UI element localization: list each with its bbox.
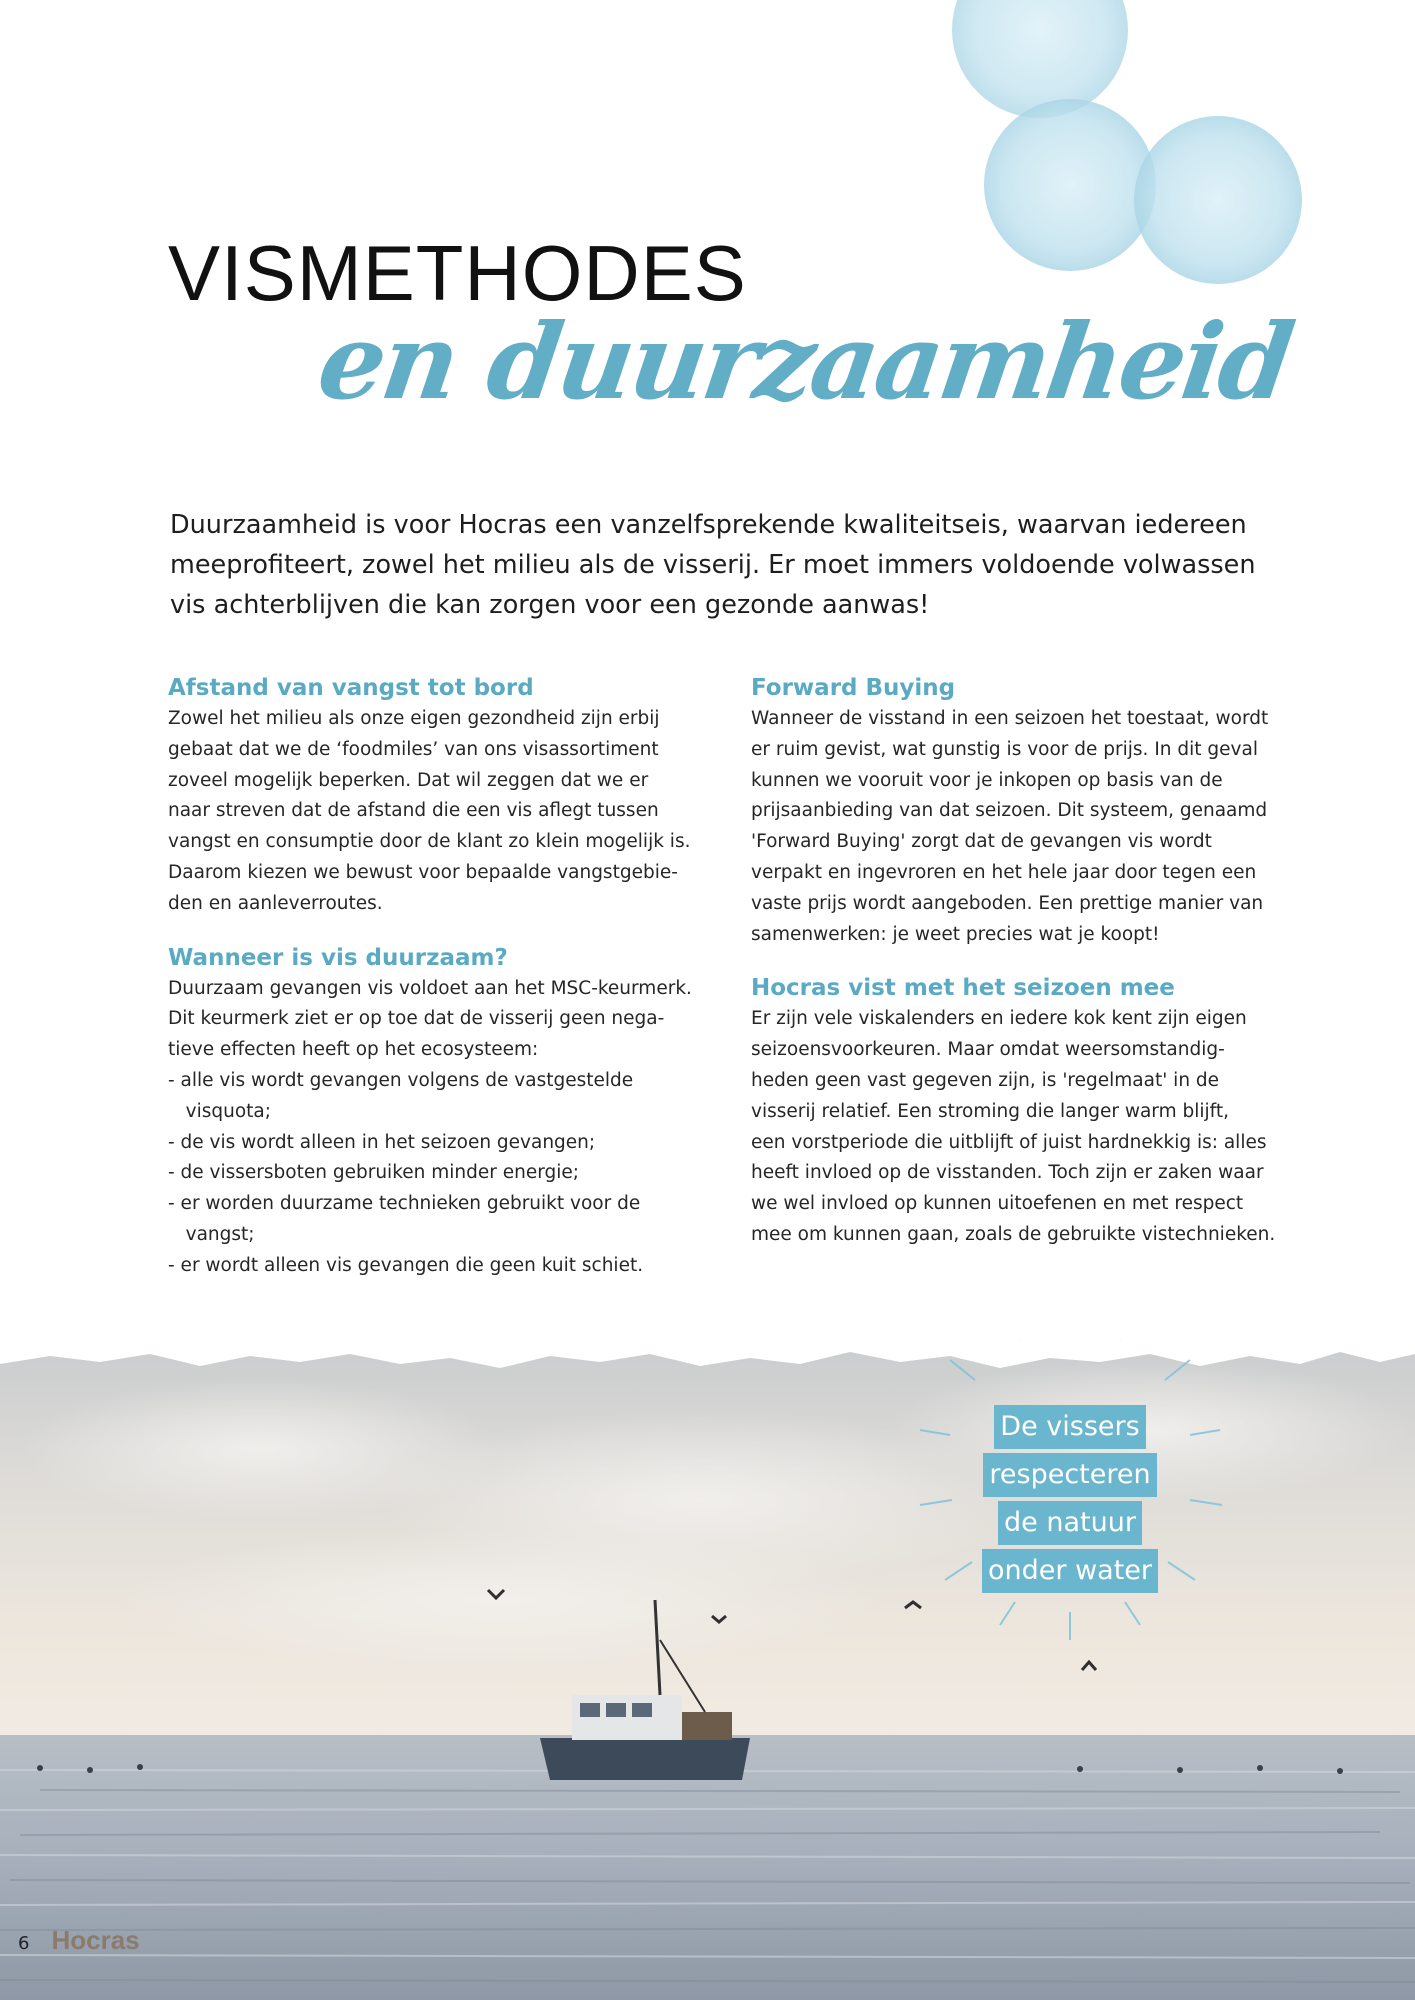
section-heading: Afstand van vangst tot bord: [168, 675, 534, 701]
text-line: heden geen vast gegeven zijn, is 'regelmaat' in de: [751, 1069, 1220, 1091]
intro-paragraph: Duurzaamheid is voor Hocras een vanzelfsprekende kwaliteitseis, waarvan iedereen meeprofiteert, zowel het milieu als de visserij. Er moet immers voldoende volwassen vis achterblijven die kan zorgen voor een gezonde aanwas!: [170, 510, 1256, 620]
section-heading: Hocras vist met het seizoen mee: [751, 975, 1175, 1002]
quote-callout: [970, 1405, 1170, 1597]
page-title: VISMETHODES: [168, 229, 747, 317]
bullet-line: - de vissersboten gebruiken minder energie;: [168, 1162, 580, 1184]
text-line: samenwerken: je weet precies wat je koopt!: [751, 923, 1160, 945]
section-body: [751, 1004, 1291, 1250]
callout-line: De vissers: [994, 1405, 1145, 1449]
text-line: seizoensvoorkeuren. Maar omdat weersomstandig-: [751, 1039, 1225, 1061]
text-line: zoveel mogelijk beperken. Dat wil zeggen dat we er: [168, 769, 649, 791]
section-heading: Forward Buying: [751, 675, 956, 701]
section-seizoen: [751, 972, 1291, 1250]
text-line: den en aanleverroutes.: [168, 892, 383, 914]
callout-line: onder water: [982, 1549, 1158, 1593]
text-line: vangst en consumptie door de klant zo klein mogelijk is.: [168, 831, 691, 853]
text-line: 'Forward Buying' zorgt dat de gevangen vis wordt: [751, 831, 1212, 853]
section-heading: Wanneer is vis duurzaam?: [168, 944, 508, 971]
section-duurzaam: [168, 942, 708, 1282]
right-column: [751, 672, 1291, 1273]
text-line: vaste prijs wordt aangeboden. Een prettige manier van: [751, 892, 1264, 914]
text-line: mee om kunnen gaan, zoals de gebruikte vistechnieken.: [751, 1223, 1276, 1245]
fishing-boat-image: [0, 1340, 1415, 2000]
text-line: Duurzaam gevangen vis voldoet aan het MSC-keurmerk.: [168, 977, 692, 999]
text-line: gebaat dat we de ‘foodmiles’ van ons visassortiment: [168, 738, 659, 760]
text-line: Dit keurmerk ziet er op toe dat de visserij geen nega-: [168, 1008, 665, 1030]
section-body: [751, 704, 1291, 950]
text-line: tieve effecten heeft op het ecosysteem:: [168, 1039, 539, 1061]
page-number: 6: [18, 1933, 30, 1954]
section-afstand: [168, 672, 708, 920]
text-line: Wanneer de visstand in een seizoen het toestaat, wordt: [751, 708, 1269, 729]
page-footer: [18, 1925, 140, 1956]
text-line: visserij relatief. Een stroming die langer warm blijft,: [751, 1100, 1229, 1122]
bullet-line: - er worden duurzame technieken gebruikt voor de: [168, 1193, 641, 1215]
bullet-line: - de vis wordt alleen in het seizoen gevangen;: [168, 1131, 596, 1153]
text-line: er ruim gevist, wat gunstig is voor de prijs. In dit geval: [751, 738, 1258, 760]
text-line: Daarom kiezen we bewust voor bepaalde vangstgebie-: [168, 861, 678, 883]
text-line: heeft invloed op de visstanden. Toch zijn er zaken waar: [751, 1162, 1264, 1184]
bullet-line: - er wordt alleen vis gevangen die geen kuit schiet.: [168, 1254, 644, 1276]
brand-logo: Hocras: [51, 1925, 140, 1955]
text-line: Er zijn vele viskalenders en iedere kok kent zijn eigen: [751, 1008, 1247, 1030]
text-line: naar streven dat de afstand die een vis aflegt tussen: [168, 800, 659, 822]
left-column: [168, 672, 708, 1304]
bullet-line: visquota;: [168, 1100, 271, 1122]
sea-photo: [0, 1340, 1415, 2000]
bullet-line: vangst;: [168, 1223, 255, 1245]
text-line: een vorstperiode die uitblijft of juist hardnekkig is: alles: [751, 1131, 1267, 1153]
section-body: [168, 974, 708, 1282]
section-body: [168, 704, 708, 920]
text-line: verpakt en ingevroren en het hele jaar door tegen een: [751, 861, 1257, 883]
text-line: Zowel het milieu als onze eigen gezondheid zijn erbij: [168, 708, 660, 729]
callout-line: respecteren: [983, 1453, 1156, 1497]
page-subtitle-script: en duurzaamheid: [311, 300, 1299, 423]
section-forward-buying: [751, 672, 1291, 950]
callout-line: de natuur: [998, 1501, 1142, 1545]
bullet-line: - alle vis wordt gevangen volgens de vastgestelde: [168, 1069, 634, 1091]
text-line: kunnen we vooruit voor je inkopen op basis van de: [751, 769, 1223, 791]
text-line: we wel invloed op kunnen uitoefenen en met respect: [751, 1193, 1244, 1215]
text-line: prijsaanbieding van dat seizoen. Dit systeem, genaamd: [751, 800, 1268, 822]
